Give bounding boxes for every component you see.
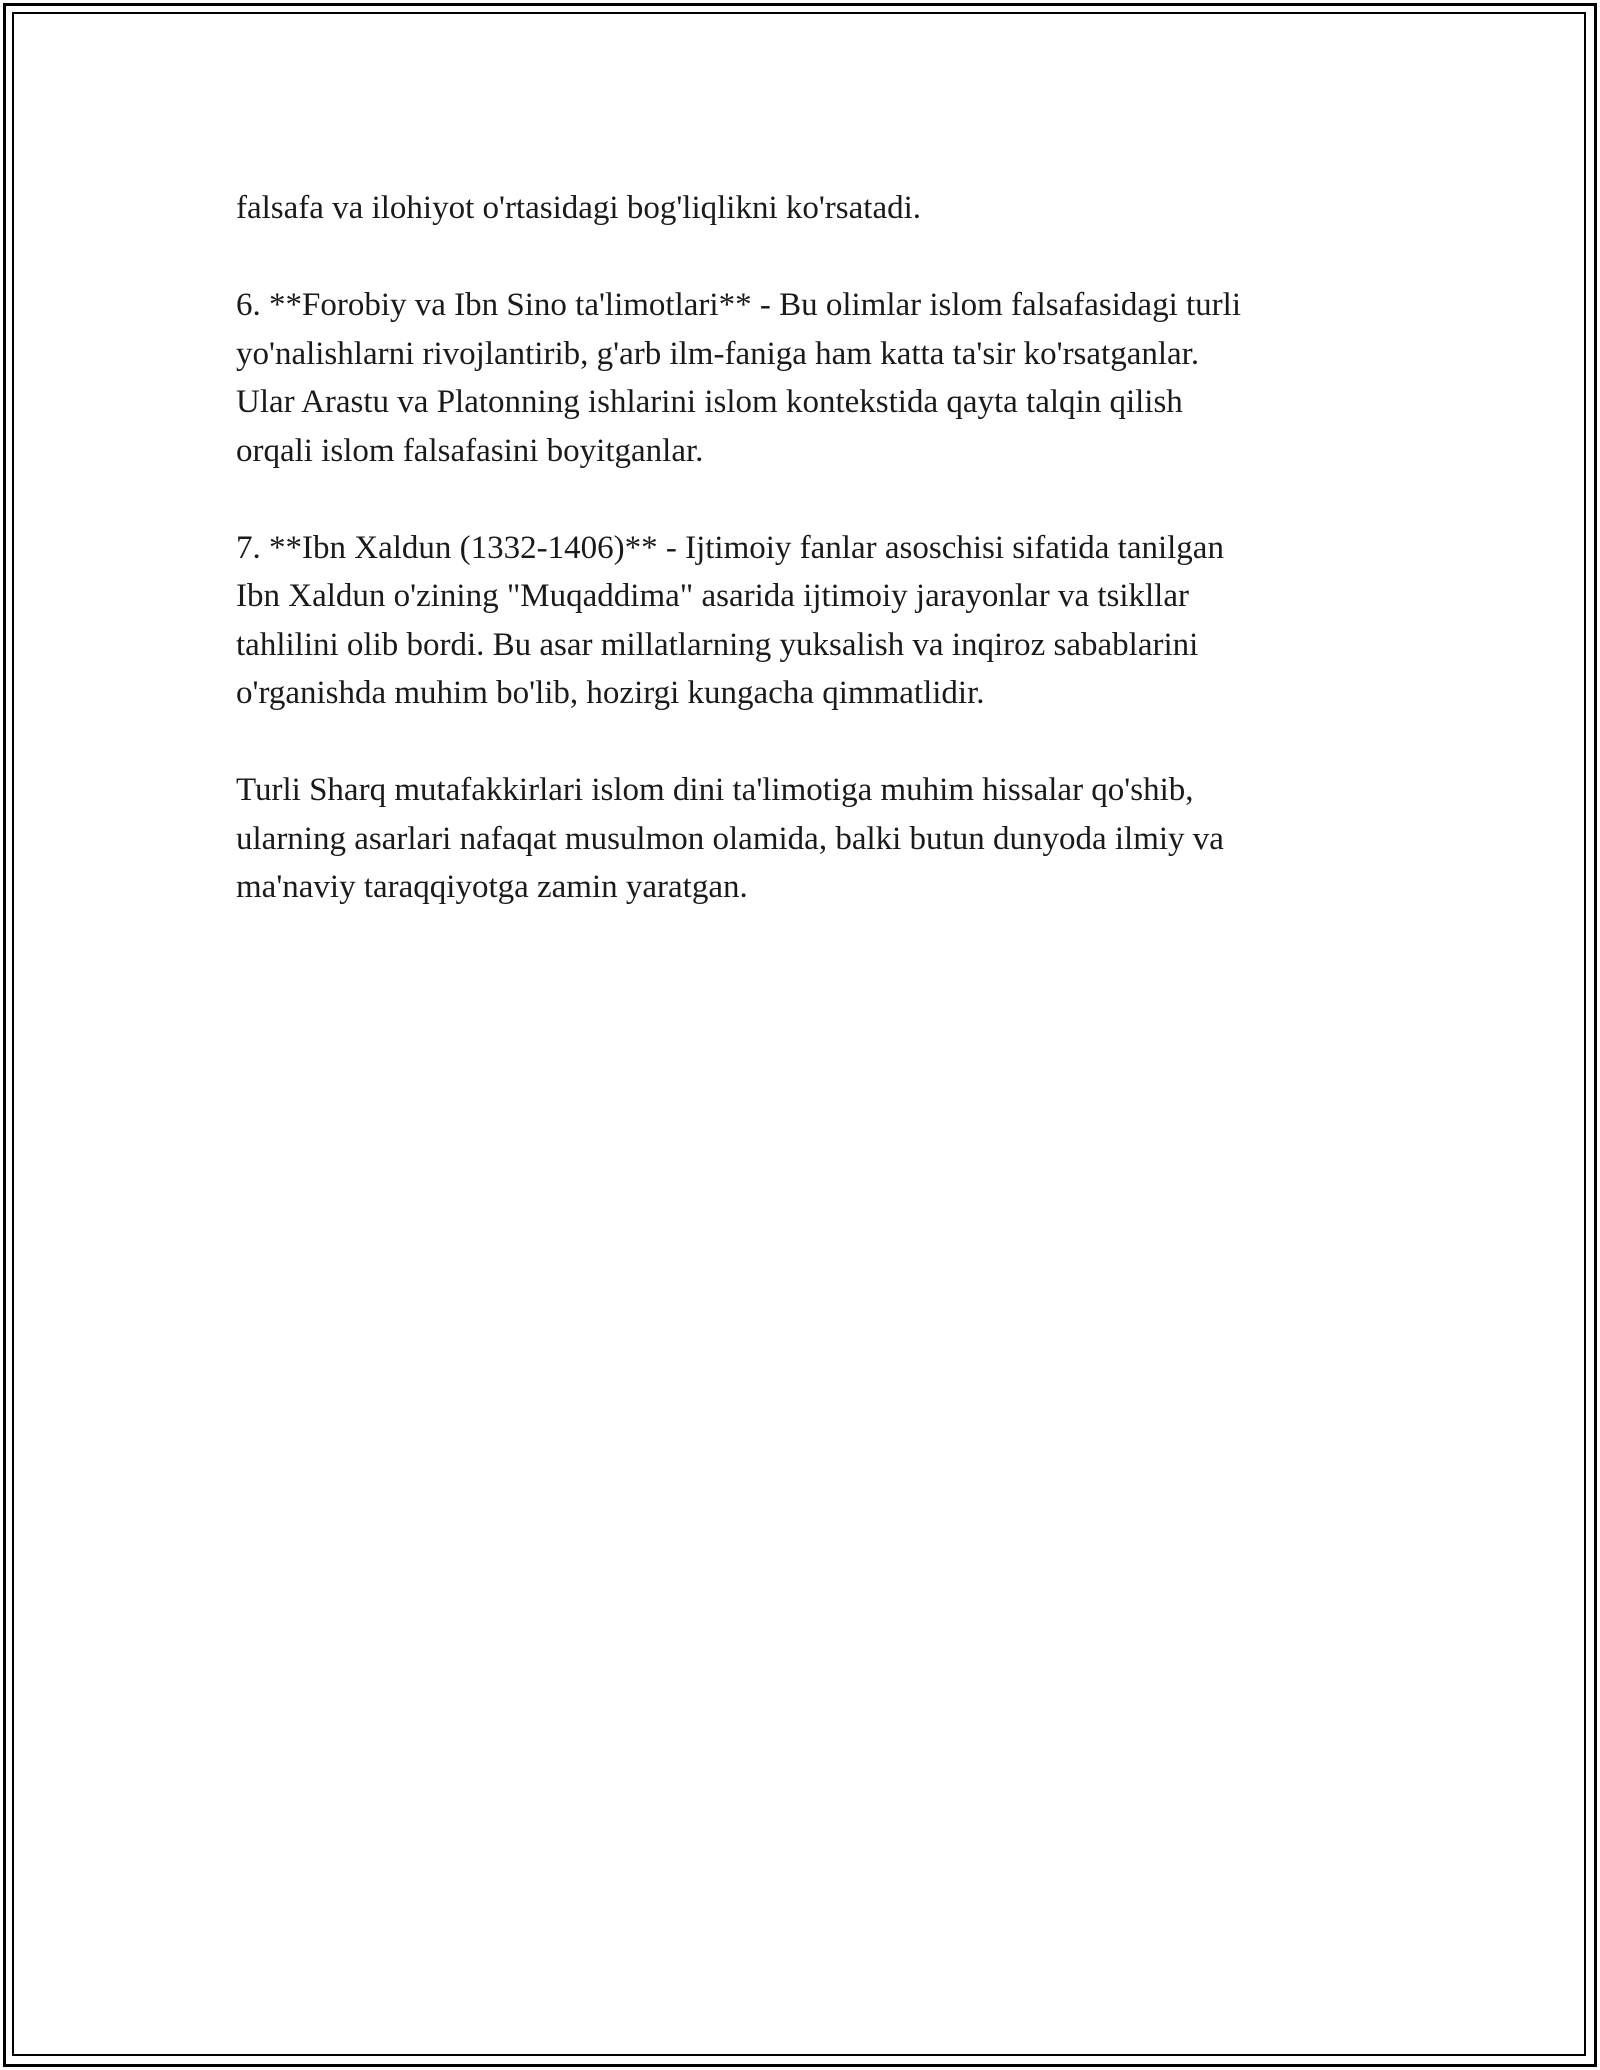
text-line: ma'naviy taraqqiyotga zamin yaratgan. (236, 869, 748, 905)
text-line: 7. **Ibn Xaldun (1332-1406)** - Ijtimoiy fanlar asoschisi sifatida tanilgan (236, 529, 1224, 566)
text-line: Ibn Xaldun o'zining "Muqaddima" asarida ijtimoiy jarayonlar va tsikllar (236, 578, 1189, 614)
text-line: 6. **Forobiy va Ibn Sino ta'limotlari** - Bu olimlar islom falsafasidagi turli (236, 287, 1241, 323)
document-body (236, 184, 1376, 960)
paragraph-item-6 (236, 281, 1376, 475)
text-line: tahlilini olib bordi. Bu asar millatlarning yuksalish va inqiroz sabablarini (236, 626, 1199, 663)
text-line: orqali islom falsafasini boyitganlar. (236, 432, 704, 469)
paragraph-item-7 (236, 524, 1376, 718)
text-line: yo'nalishlarni rivojlantirib, g'arb ilm-faniga ham katta ta'sir ko'rsatganlar. (236, 335, 1200, 372)
paragraph-continuation (236, 184, 1376, 233)
paragraph-conclusion (236, 766, 1376, 912)
text-line: Turli Sharq mutafakkirlari islom dini ta'limotiga muhim hissalar qo'shib, (236, 772, 1194, 808)
text-line: ularning asarlari nafaqat musulmon olamida, balki butun dunyoda ilmiy va (236, 820, 1224, 857)
text-line: falsafa va ilohiyot o'rtasidagi bog'liqlikni ko'rsatadi. (236, 190, 922, 226)
text-line: Ular Arastu va Platonning ishlarini islom kontekstida qayta talqin qilish (236, 384, 1183, 420)
text-line: o'rganishda muhim bo'lib, hozirgi kungacha qimmatlidir. (236, 675, 985, 711)
